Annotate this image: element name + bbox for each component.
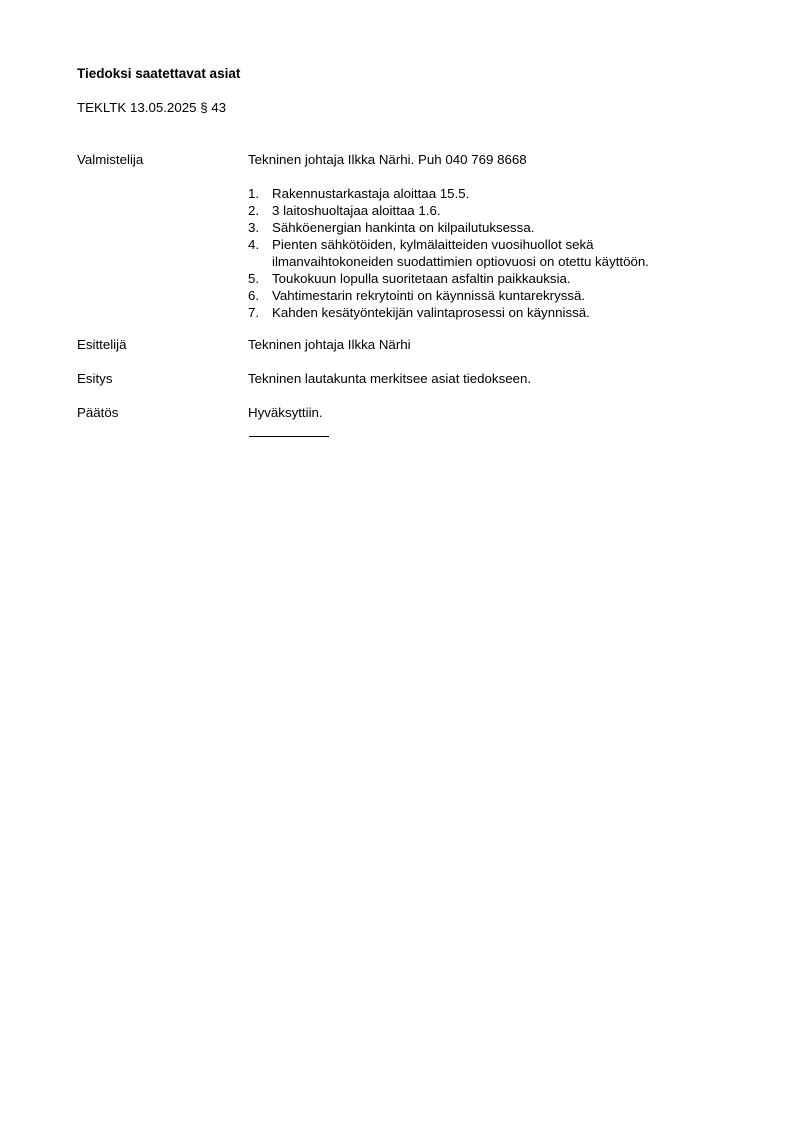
- list-item-text: Pienten sähkötöiden, kylmälaitteiden vuosihuollot sekä ilmanvaihtokoneiden suodattimien optiovuosi on otettu käyttöön.: [272, 237, 649, 269]
- list-item-number: 2.: [248, 203, 260, 218]
- end-rule: [249, 436, 329, 437]
- list-item-number: 4.: [248, 237, 260, 252]
- list-item: [248, 304, 718, 321]
- list-item: [248, 185, 718, 202]
- presenter-value: Tekninen johtaja Ilkka Närhi: [248, 337, 411, 352]
- list-item-number: 5.: [248, 271, 260, 286]
- proposal-label: Esitys: [77, 371, 113, 386]
- proposal-value: Tekninen lautakunta merkitsee asiat tiedokseen.: [248, 371, 532, 386]
- list-item-text: Sähköenergian hankinta on kilpailutuksessa.: [272, 220, 535, 235]
- list-item-number: 1.: [248, 186, 260, 201]
- list-item-text: Kahden kesätyöntekijän valintaprosessi on käynnissä.: [272, 305, 590, 320]
- announcement-list: [248, 185, 718, 321]
- presenter-label: Esittelijä: [77, 337, 127, 352]
- list-item-number: 6.: [248, 288, 260, 303]
- list-item-text: Toukokuun lopulla suoritetaan asfaltin paikkauksia.: [272, 271, 571, 286]
- preparer-value: Tekninen johtaja Ilkka Närhi. Puh 040 769 8668: [248, 152, 527, 167]
- preparer-label: Valmistelija: [77, 152, 144, 167]
- list-item-number: 7.: [248, 305, 260, 320]
- document-title: Tiedoksi saatettavat asiat: [77, 66, 241, 81]
- list-item: [248, 270, 718, 287]
- decision-label: Päätös: [77, 405, 119, 420]
- meeting-reference: TEKLTK 13.05.2025 § 43: [77, 100, 227, 115]
- list-item-text: Vahtimestarin rekrytointi on käynnissä kuntarekryssä.: [272, 288, 586, 303]
- list-item: [248, 236, 718, 270]
- list-item: [248, 202, 718, 219]
- list-item: [248, 287, 718, 304]
- list-item: [248, 219, 718, 236]
- list-item-text: Rakennustarkastaja aloittaa 15.5.: [272, 186, 470, 201]
- list-item-text: 3 laitoshuoltajaa aloittaa 1.6.: [272, 203, 441, 218]
- decision-value: Hyväksyttiin.: [248, 405, 323, 420]
- list-item-number: 3.: [248, 220, 260, 235]
